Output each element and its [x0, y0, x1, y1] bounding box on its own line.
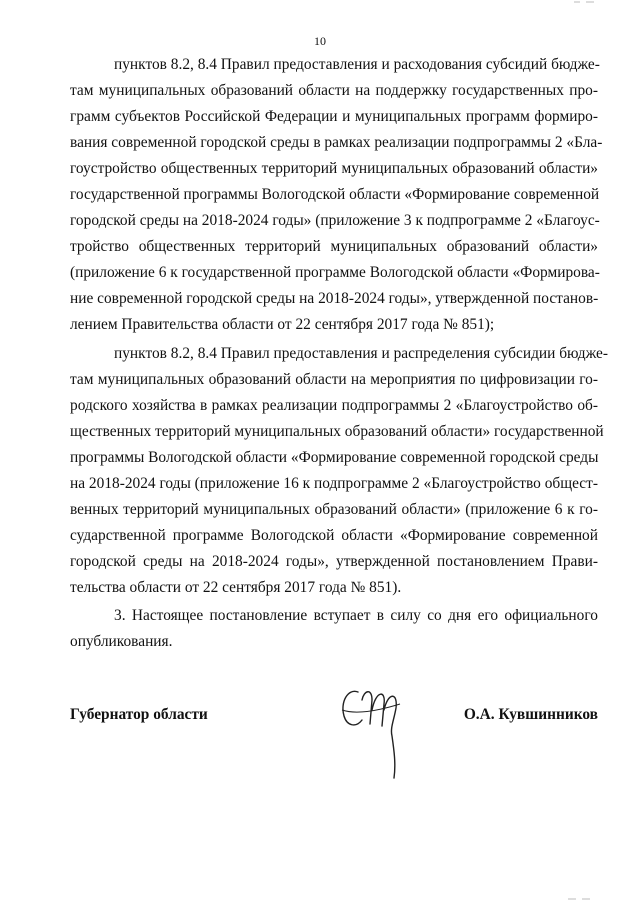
paragraph-1-line: государственной программы Вологодской области «Формирование современной — [70, 186, 600, 203]
page-number: 10 — [314, 34, 326, 48]
signatory-name: О.А. Кувшинников — [463, 706, 598, 723]
paragraph-1-line: пунктов 8.2, 8.4 Правил предоставления и расходования субсидий бюдже- — [114, 56, 600, 73]
paragraph-2-line: на 2018-2024 годы (приложение 16 к подпрограмме 2 «Благоустройство общест- — [70, 475, 598, 492]
paragraph-2-line: программы Вологодской области «Формирование современной городской среды — [70, 449, 599, 466]
paragraph-2-line: венных территорий муниципальных образований области» (приложение 6 к го- — [70, 501, 598, 518]
paragraph-1-line: тройство общественных территорий муниципальных образований области» — [70, 238, 598, 255]
paragraph-2-line: тельства области от 22 сентября 2017 года № 851). — [70, 579, 402, 596]
scan-corner-mark — [570, 0, 600, 8]
scan-corner-mark — [564, 895, 594, 903]
paragraph-1-line: там муниципальных образований области на поддержку государственных про- — [70, 82, 598, 99]
handwritten-signature — [334, 680, 414, 780]
paragraph-2-line: городской среды на 2018-2024 годы», утвержденной постановлением Прави- — [70, 553, 598, 570]
paragraph-2-line: щественных территорий муниципальных образований области» государственной — [70, 423, 604, 440]
paragraph-2-line: сударственной программе Вологодской области «Формирование современной — [70, 527, 598, 544]
paragraph-1-line: (приложение 6 к государственной программе Вологодской области «Формирова- — [70, 264, 600, 281]
paragraph-1-line: лением Правительства области от 22 сентября 2017 года № 851); — [70, 316, 495, 333]
paragraph-2-line: родского хозяйства в рамках реализации подпрограммы 2 «Благоустройство об- — [70, 397, 598, 414]
paragraph-1-line: гоустройство общественных территорий муниципальных образований области» — [70, 160, 598, 177]
paragraph-1-line: ние современной городской среды на 2018-2024 годы», утвержденной постанов- — [70, 290, 599, 307]
signatory-title: Губернатор области — [70, 706, 208, 723]
paragraph-1-line: грамм субъектов Российской Федерации и муниципальных программ формиро- — [70, 108, 598, 125]
paragraph-2-line: пунктов 8.2, 8.4 Правил предоставления и распределения субсидии бюдже- — [114, 345, 608, 362]
paragraph-3-line: опубликования. — [70, 633, 173, 650]
paragraph-3-line: 3. Настоящее постановление вступает в силу со дня его официального — [114, 607, 598, 624]
paragraph-1-line: вания современной городской среды в рамках реализации подпрограммы 2 «Бла- — [70, 134, 603, 151]
paragraph-2-line: там муниципальных образований области на мероприятия по цифровизации го- — [70, 371, 598, 388]
paragraph-1-line: городской среды на 2018-2024 годы» (приложение 3 к подпрограмме 2 «Благоус- — [70, 212, 600, 229]
